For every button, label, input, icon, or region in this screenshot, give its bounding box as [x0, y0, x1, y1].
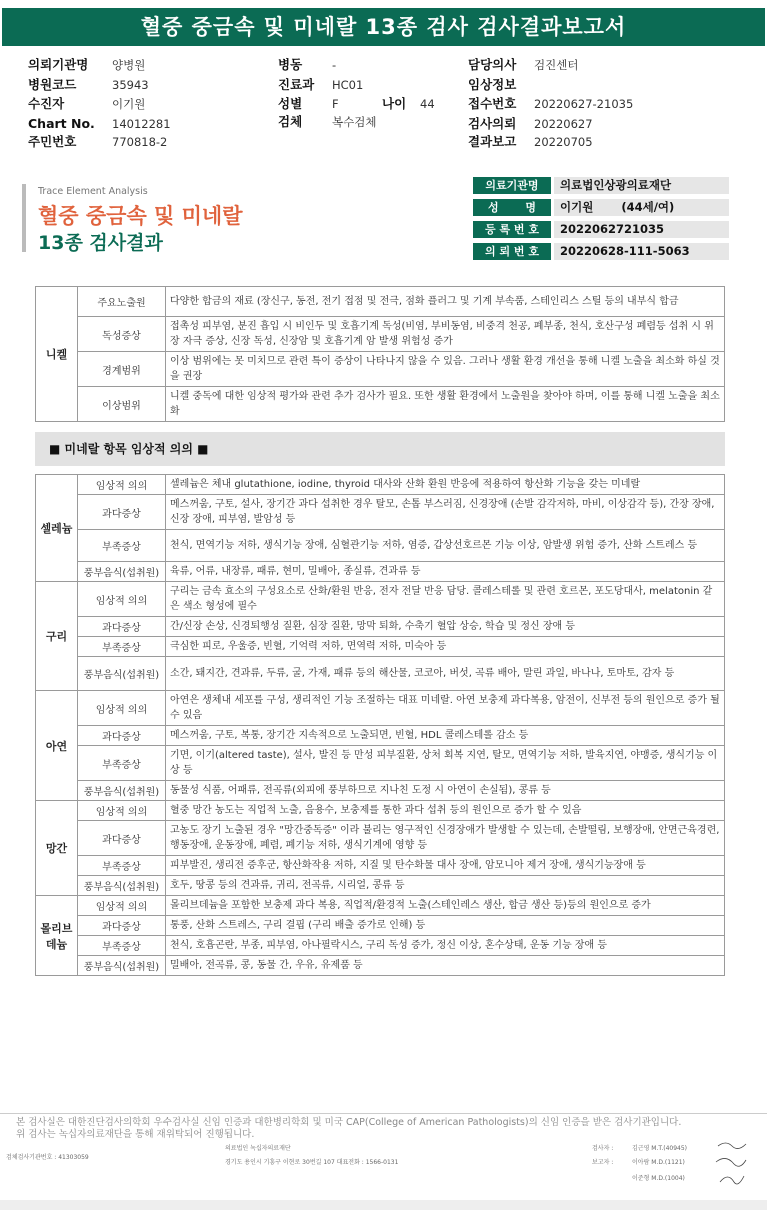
- row-category: 부족증상: [78, 856, 166, 876]
- table-row: [36, 317, 725, 352]
- element-name: 구리: [36, 582, 78, 691]
- table-row: [36, 956, 725, 976]
- row-text: 통풍, 산화 스트레스, 구리 결핍 (구리 배출 증가로 인해) 등: [166, 916, 725, 936]
- row-text: 동물성 식품, 어패류, 전곡류(외피에 풍부하므로 지나친 도정 시 아연이 손실됨), 콩류 등: [166, 781, 725, 801]
- table-row: [36, 657, 725, 691]
- value-doctor: 검진센터: [534, 58, 579, 72]
- value-resident-no: 770818-2: [112, 135, 168, 149]
- pbox-value-request-no: 20220628-111-5063: [554, 243, 729, 260]
- row-category: 과다증상: [78, 617, 166, 637]
- element-name: 망간: [36, 801, 78, 896]
- row-text: 소간, 돼지간, 견과류, 두류, 굴, 가재, 패류 등의 해산물, 코코아, 버섯, 곡류 배아, 말린 과일, 바나나, 토마토, 감자 등: [166, 657, 725, 691]
- row-text: 니켈 중독에 대한 임상적 평가와 관련 추가 검사가 필요. 또한 생활 환경에서 노출원을 찾아야 하며, 이를 통해 니켈 노출을 최소화: [166, 387, 725, 422]
- row-category: 과다증상: [78, 495, 166, 530]
- row-category: 임상적 의의: [78, 896, 166, 916]
- row-category: 임상적 의의: [78, 582, 166, 617]
- row-text: 간/신장 손상, 신경퇴행성 질환, 심장 질환, 망막 퇴화, 수축기 혈압 상승, 학습 및 정신 장애 등: [166, 617, 725, 637]
- table-row: [36, 896, 725, 916]
- subtitle-accent-bar: [22, 184, 26, 252]
- report-title-banner: 혈중 중금속 및 미네랄 13종 검사 검사결과보고서: [2, 8, 765, 46]
- row-text: 고농도 장기 노출된 경우 "망간중독증" 이라 불리는 영구적인 신경장애가 발생할 수 있는데, 손발떨림, 보행장애, 안면근육경련, 행동장애, 운동장애, 폐렴, 폐기능 저하, 생식기계에 영향 등: [166, 821, 725, 856]
- row-text: 밀배아, 전곡류, 콩, 동물 간, 우유, 유제품 등: [166, 956, 725, 976]
- label-patient: 수진자: [28, 96, 65, 111]
- row-text: 천식, 호흡곤란, 부종, 피부염, 아나필락시스, 구리 독성 증가, 정신 이상, 혼수상태, 운동 기능 장애 등: [166, 936, 725, 956]
- footer-note-accreditation: 본 검사실은 대한진단검사의학회 우수검사실 신임 인증과 대한병리학회 및 미국 CAP(College of American Pathologists)의 신임 인증을 받은 검사기관입니다.: [16, 1117, 682, 1128]
- value-patient: 이기원: [112, 97, 146, 111]
- table-row: [36, 352, 725, 387]
- value-sex: F: [332, 97, 339, 111]
- footer-organization: 의료법인 녹십자의료재단: [225, 1145, 291, 1152]
- row-text: 호두, 땅콩 등의 견과류, 귀리, 전곡류, 시리얼, 콩류 등: [166, 876, 725, 896]
- row-category: 과다증상: [78, 916, 166, 936]
- footer-lab-number: 검체검사기관번호 : 41303059: [6, 1154, 89, 1161]
- pbox-label-name: 성 명: [473, 199, 551, 216]
- footer-notes: [16, 1117, 736, 1141]
- element-name: 몰리브 데늄: [36, 896, 78, 976]
- row-category: 주요노출원: [78, 287, 166, 317]
- label-institution: 의뢰기관명: [28, 57, 89, 72]
- value-department: HC01: [332, 78, 364, 92]
- row-category: 경계범위: [78, 352, 166, 387]
- value-specimen: 복수검체: [332, 115, 377, 129]
- table-row: [36, 475, 725, 495]
- label-request-date: 검사의뢰: [468, 116, 517, 131]
- table-row: [36, 530, 725, 562]
- pbox-value-name: 이기원 (44세/여): [554, 199, 729, 216]
- row-text: 구리는 금속 효소의 구성요소로 산화/환원 반응, 전자 전달 반응 담당. 콜레스테롤 및 관련 호르몬, 포도당대사, melatonin 같은 색소 형성에 필수: [166, 582, 725, 617]
- table-row: [36, 495, 725, 530]
- table-row: [36, 916, 725, 936]
- value-age: 44: [420, 97, 435, 111]
- row-text: 셀레늄은 체내 glutathione, iodine, thyroid 대사와 산화 환원 반응에 적용하여 항산화 기능을 갖는 미네랄: [166, 475, 725, 495]
- table-row: [36, 876, 725, 896]
- value-report-date: 20220705: [534, 135, 593, 149]
- label-age: 나이: [382, 96, 407, 111]
- label-resident-no: 주민번호: [28, 134, 77, 149]
- pbox-value-institution: 의료법인상광의료재단: [554, 177, 729, 194]
- footer-address: 경기도 용인시 기흥구 이현로 30번길 107 대표전화 : 1566-0131: [225, 1159, 399, 1166]
- row-category: 과다증상: [78, 821, 166, 856]
- label-hospital-code: 병원코드: [28, 77, 77, 92]
- footer-reporter-1: 이아람 M.D.(1121): [632, 1159, 685, 1166]
- minerals-table: [35, 474, 725, 976]
- table-row: [36, 936, 725, 956]
- value-receipt-no: 20220627-21035: [534, 97, 634, 111]
- row-category: 독성증상: [78, 317, 166, 352]
- label-chart-no: Chart No.: [28, 116, 95, 131]
- signature-marks: [712, 1136, 752, 1194]
- row-category: 부족증상: [78, 746, 166, 781]
- table-row: [36, 801, 725, 821]
- row-category: 임상적 의의: [78, 801, 166, 821]
- row-category: 풍부음식(섭취원): [78, 657, 166, 691]
- subtitle-english: Trace Element Analysis: [38, 186, 148, 197]
- footer-tester: 김근영 M.T.(40945): [632, 1145, 688, 1152]
- label-specimen: 검체: [278, 114, 303, 129]
- element-name: 니켈: [36, 287, 78, 422]
- row-category: 과다증상: [78, 726, 166, 746]
- row-text: 아연은 생체내 세포를 구성, 생리적인 기능 조절하는 대표 미네랄. 아연 보충제 과다복용, 암전이, 신부전 등의 원인으로 증가 될 수 있음: [166, 691, 725, 726]
- value-request-date: 20220627: [534, 117, 593, 131]
- row-category: 임상적 의의: [78, 475, 166, 495]
- label-department: 진료과: [278, 77, 315, 92]
- table-row: [36, 746, 725, 781]
- bottom-bar: [0, 1200, 767, 1210]
- row-text: 혈중 망간 농도는 직업적 노출, 음용수, 보충제를 통한 과다 섭취 등의 원인으로 증가 할 수 있음: [166, 801, 725, 821]
- footer-note-subcontract: 위 검사는 녹십자의료재단을 통해 재위탁되어 진행됩니다.: [16, 1129, 255, 1140]
- row-text: 천식, 면역기능 저하, 생식기능 장애, 심혈관기능 저하, 염증, 갑상선호르몬 기능 이상, 암발생 위험 증가, 산화 스트레스 등: [166, 530, 725, 562]
- nickel-table: [35, 286, 725, 422]
- row-category: 풍부음식(섭취원): [78, 562, 166, 582]
- table-row: [36, 637, 725, 657]
- value-institution: 양병원: [112, 58, 146, 72]
- table-row: [36, 691, 725, 726]
- table-row: [36, 287, 725, 317]
- label-ward: 병동: [278, 57, 303, 72]
- footer-reporter-2: 이준형 M.D.(1004): [632, 1175, 685, 1182]
- label-report-date: 결과보고: [468, 134, 517, 149]
- subtitle-line2: 13종 검사결과: [38, 232, 163, 254]
- row-category: 부족증상: [78, 637, 166, 657]
- footer-divider: [0, 1113, 767, 1114]
- row-text: 육류, 어류, 내장류, 패류, 현미, 밀배아, 종실류, 견과류 등: [166, 562, 725, 582]
- row-category: 부족증상: [78, 936, 166, 956]
- table-row: [36, 781, 725, 801]
- row-text: 다양한 합금의 재료 (장신구, 동전, 전기 접점 및 전극, 점화 플러그 및 기계 부속품, 스테인리스 스틸 등의 내부식 합금: [166, 287, 725, 317]
- pbox-label-request-no: 의 뢰 번 호: [473, 243, 551, 260]
- element-name: 아연: [36, 691, 78, 801]
- pbox-value-reg-no: 2022062721035: [554, 221, 729, 238]
- value-ward: -: [332, 58, 337, 72]
- row-text: 이상 범위에는 못 미치므로 관련 특이 증상이 나타나지 않을 수 있음. 그러나 생활 환경 개선을 통해 니켈 노출을 최소화 하실 것을 권장: [166, 352, 725, 387]
- table-row: [36, 582, 725, 617]
- row-text: 메스꺼움, 구토, 복통, 장기간 지속적으로 노출되면, 빈혈, HDL 콜레스테롤 감소 등: [166, 726, 725, 746]
- table-row: [36, 387, 725, 422]
- row-text: 몰리브데늄을 포함한 보충제 과다 복용, 직업적/환경적 노출(스테인레스 생산, 합금 생산 등)등의 원인으로 증가: [166, 896, 725, 916]
- subtitle-line1: 혈중 중금속 및 미네랄: [38, 204, 243, 228]
- row-text: 접촉성 피부염, 분진 흡입 시 비인두 및 호흡기계 독성(비염, 부비동염, 비중격 천공, 폐부종, 천식, 호산구성 폐렴등 섭취 시 위장 자극 증상, 신장 독성, 신장암 및 호흡기계 암 발생 위험성 증가: [166, 317, 725, 352]
- label-sex: 성별: [278, 96, 303, 111]
- row-category: 이상범위: [78, 387, 166, 422]
- row-category: 풍부음식(섭취원): [78, 781, 166, 801]
- element-name: 셀레늄: [36, 475, 78, 582]
- table-row: [36, 726, 725, 746]
- section-heading: ■ 미네랄 항목 임상적 의의 ■: [35, 432, 725, 466]
- pbox-label-reg-no: 등 록 번 호: [473, 221, 551, 238]
- table-row: [36, 856, 725, 876]
- footer-tester-label: 검사자 :: [592, 1145, 614, 1152]
- row-category: 풍부음식(섭취원): [78, 876, 166, 896]
- pbox-label-institution: 의료기관명: [473, 177, 551, 194]
- table-row: [36, 821, 725, 856]
- row-text: 메스꺼움, 구토, 설사, 장기간 과다 섭취한 경우 탈모, 손톱 부스러짐, 신경장애 (손발 감각저하, 마비, 이상감각 등), 간장 장애, 신장 장애, 피부염, 발암성 등: [166, 495, 725, 530]
- label-clinical-info: 임상정보: [468, 77, 517, 92]
- row-text: 극심한 피로, 우울증, 빈혈, 기억력 저하, 면역력 저하, 미숙아 등: [166, 637, 725, 657]
- row-text: 피부발진, 생리전 증후군, 항산화작용 저하, 지질 및 탄수화물 대사 장애, 암모니아 제거 장애, 생식기능장애 등: [166, 856, 725, 876]
- table-row: [36, 562, 725, 582]
- row-category: 임상적 의의: [78, 691, 166, 726]
- row-text: 기면, 이기(altered taste), 설사, 발진 등 만성 피부질환, 상처 회복 지연, 탈모, 면역기능 저하, 발육지연, 야맹증, 생식기능 이상 등: [166, 746, 725, 781]
- label-doctor: 담당의사: [468, 57, 517, 72]
- row-category: 부족증상: [78, 530, 166, 562]
- value-chart-no: 14012281: [112, 117, 171, 131]
- row-category: 풍부음식(섭취원): [78, 956, 166, 976]
- footer-reporter-label: 보고자 :: [592, 1159, 614, 1166]
- label-receipt-no: 접수번호: [468, 96, 517, 111]
- value-hospital-code: 35943: [112, 78, 149, 92]
- table-row: [36, 617, 725, 637]
